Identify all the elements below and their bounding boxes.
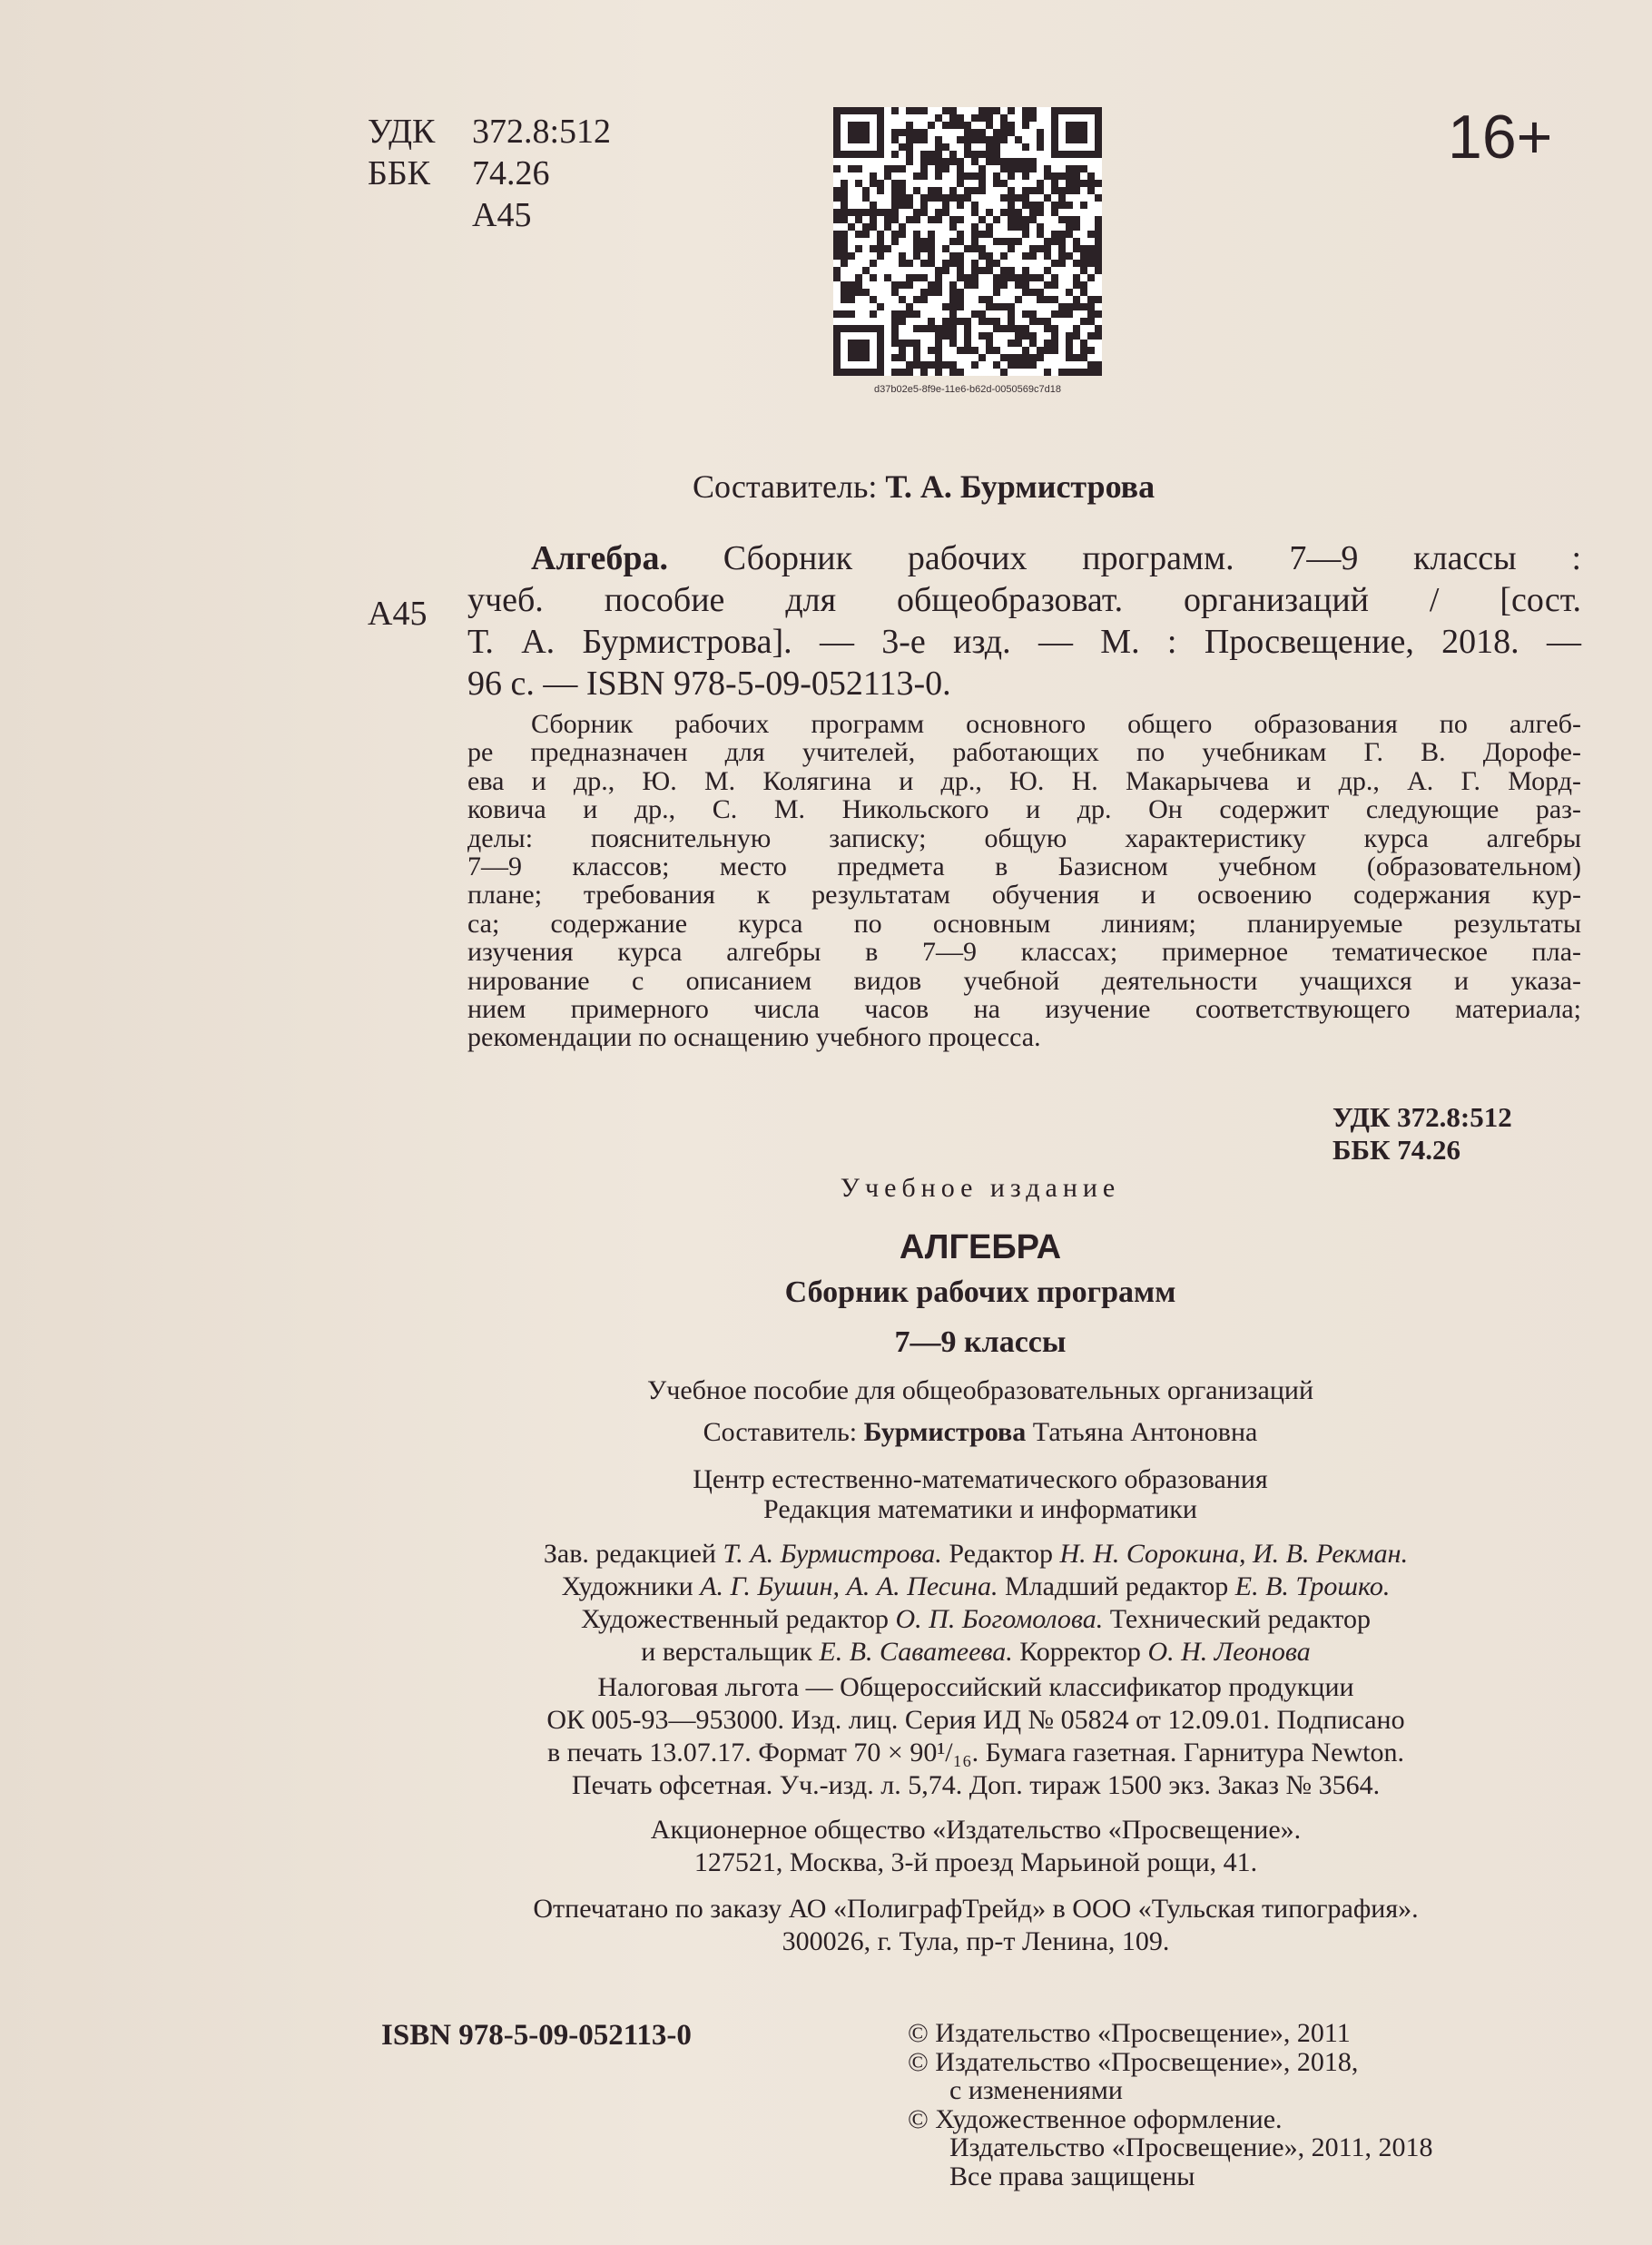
publisher-block: [368, 1814, 1584, 1879]
copyright-block: [908, 2019, 1616, 2191]
printer-block: [368, 1893, 1584, 1958]
tech-line: Налоговая льгота — Общероссийский классификатор продукции: [597, 1672, 1354, 1702]
staff-block: [368, 1538, 1584, 1669]
edition-type: Учебное издание: [840, 1173, 1121, 1203]
header-classification: [368, 111, 611, 236]
compiler-name: Т. А. Бурмистрова: [885, 468, 1155, 505]
book-subtitle: Сборник рабочих программ: [784, 1275, 1176, 1309]
abstract-line: Сборник рабочих программ основного общего образования по алгеб-: [531, 709, 1581, 739]
abstract-line: плане; требования к результатам обучения и освоению содержания кур-: [467, 880, 1581, 911]
age-rating: 16+: [1448, 103, 1553, 172]
book-title: АЛГЕБРА: [899, 1228, 1062, 1266]
compiler-label: Составитель:: [693, 468, 878, 505]
printer-line: Отпечатано по заказу АО «ПолиграфТрейд» в ООО «Тульская типография».: [533, 1894, 1419, 1924]
abstract-line: рекомендации по оснащению учебного процесса.: [467, 1022, 1041, 1053]
copyright-line: © Издательство «Просвещение», 2011: [908, 2018, 1351, 2048]
bbk-right: ББК 74.26: [1332, 1134, 1460, 1166]
tech-line: в печать 13.07.17. Формат 70 × 90¹/₁₆. Бумага газетная. Гарнитура Newton.: [547, 1738, 1404, 1767]
author-mark: A45: [472, 196, 532, 234]
copyright-line: © Художественное оформление.: [908, 2103, 1283, 2134]
udk-label: УДК: [368, 113, 436, 151]
main-entry-title: Алгебра.: [531, 539, 669, 577]
classification-right: [1332, 1101, 1512, 1167]
main-entry-line3: Т. А. Бурмистрова]. — 3-е изд. — М. : Просвещение, 2018. —: [467, 623, 1581, 661]
qr-code-text: d37b02e5-8f9e-11e6-b62d-0050569c7d18: [874, 384, 1061, 395]
compiler-line: [693, 468, 1155, 506]
copyright-line: Издательство «Просвещение», 2011, 2018: [949, 2132, 1433, 2162]
staff-line: Художественный редактор О. П. Богомолова. Технический редактор: [580, 1604, 1371, 1634]
main-entry-line2: учеб. пособие для общеобразоват. организаций / [сост.: [467, 581, 1581, 619]
abstract-line: са; содержание курса по основным линиям; планируемые результаты: [467, 908, 1581, 939]
qr-code-icon: [833, 107, 1102, 376]
tech-block: [368, 1671, 1584, 1802]
abstract-line: 7—9 классов; место предмета в Базисном учебном (образовательном): [467, 852, 1581, 882]
udk-right: УДК 372.8:512: [1332, 1101, 1512, 1133]
publisher-line: Акционерное общество «Издательство «Просвещение».: [650, 1815, 1302, 1845]
main-entry: [467, 537, 1581, 704]
imprint-compiler: Составитель: Бурмистрова Татьяна Антоновна: [703, 1417, 1258, 1447]
staff-line: и верстальщик Е. В. Саватеева. Корректор О. Н. Леонова: [641, 1637, 1311, 1667]
isbn: ISBN 978-5-09-052113-0: [381, 2019, 692, 2052]
tech-line: ОК 005-93—953000. Изд. лиц. Серия ИД № 05824 от 12.09.01. Подписано: [546, 1705, 1405, 1735]
main-entry-line4: 96 с. — ISBN 978-5-09-052113-0.: [467, 665, 951, 703]
staff-line: Художники А. Г. Бушин, А. А. Песина. Младший редактор Е. В. Трошко.: [561, 1571, 1391, 1601]
staff-line: Зав. редакцией Т. А. Бурмистрова. Редактор Н. Н. Сорокина, И. В. Рекман.: [543, 1539, 1409, 1569]
abstract: [467, 710, 1581, 1052]
udk-value: 372.8:512: [472, 113, 612, 151]
qr-block: [833, 107, 1102, 395]
abstract-line: ковича и др., С. М. Никольского и др. Он содержит следующие раз-: [467, 794, 1581, 825]
copyright-line: © Издательство «Просвещение», 2018,: [908, 2046, 1359, 2077]
center-name: Центр естественно-математического образования: [693, 1464, 1268, 1494]
book-purpose: Учебное пособие для общеобразовательных организаций: [646, 1375, 1314, 1405]
bbk-value: 74.26: [472, 154, 550, 192]
main-entry-line1: Алгебра. Сборник рабочих программ. 7—9 классы :: [531, 539, 1582, 577]
abstract-line: делы: пояснительную записку; общую характеристику курса алгебры: [467, 822, 1581, 853]
abstract-line: ре предназначен для учителей, работающих по учебникам Г. В. Дорофе-: [467, 737, 1581, 768]
abstract-line: нирование с описанием видов учебной деятельности учащихся и указа-: [467, 965, 1581, 996]
abstract-line: изучения курса алгебры в 7—9 классах; примерное тематическое пла-: [467, 937, 1581, 968]
book-grades: 7—9 классы: [894, 1325, 1067, 1359]
publisher-line: 127521, Москва, 3-й проезд Марьиной рощи, 41.: [693, 1847, 1258, 1877]
abstract-line: ева и др., Ю. М. Колягина и др., Ю. Н. Макарычева и др., А. Г. Морд-: [467, 765, 1581, 796]
abstract-line: нием примерного числа часов на изучение соответствующего материала;: [467, 994, 1581, 1025]
bbk-label: ББК: [368, 154, 430, 192]
copyright-line: с изменениями: [949, 2075, 1123, 2105]
printer-line: 300026, г. Тула, пр-т Ленина, 109.: [782, 1926, 1170, 1956]
copyright-line: Все права защищены: [949, 2161, 1195, 2191]
department-name: Редакция математики и информатики: [763, 1494, 1197, 1524]
main-entry-mark: А45: [368, 595, 428, 633]
tech-line: Печать офсетная. Уч.-изд. л. 5,74. Доп. тираж 1500 экз. Заказ № 3564.: [571, 1770, 1381, 1800]
